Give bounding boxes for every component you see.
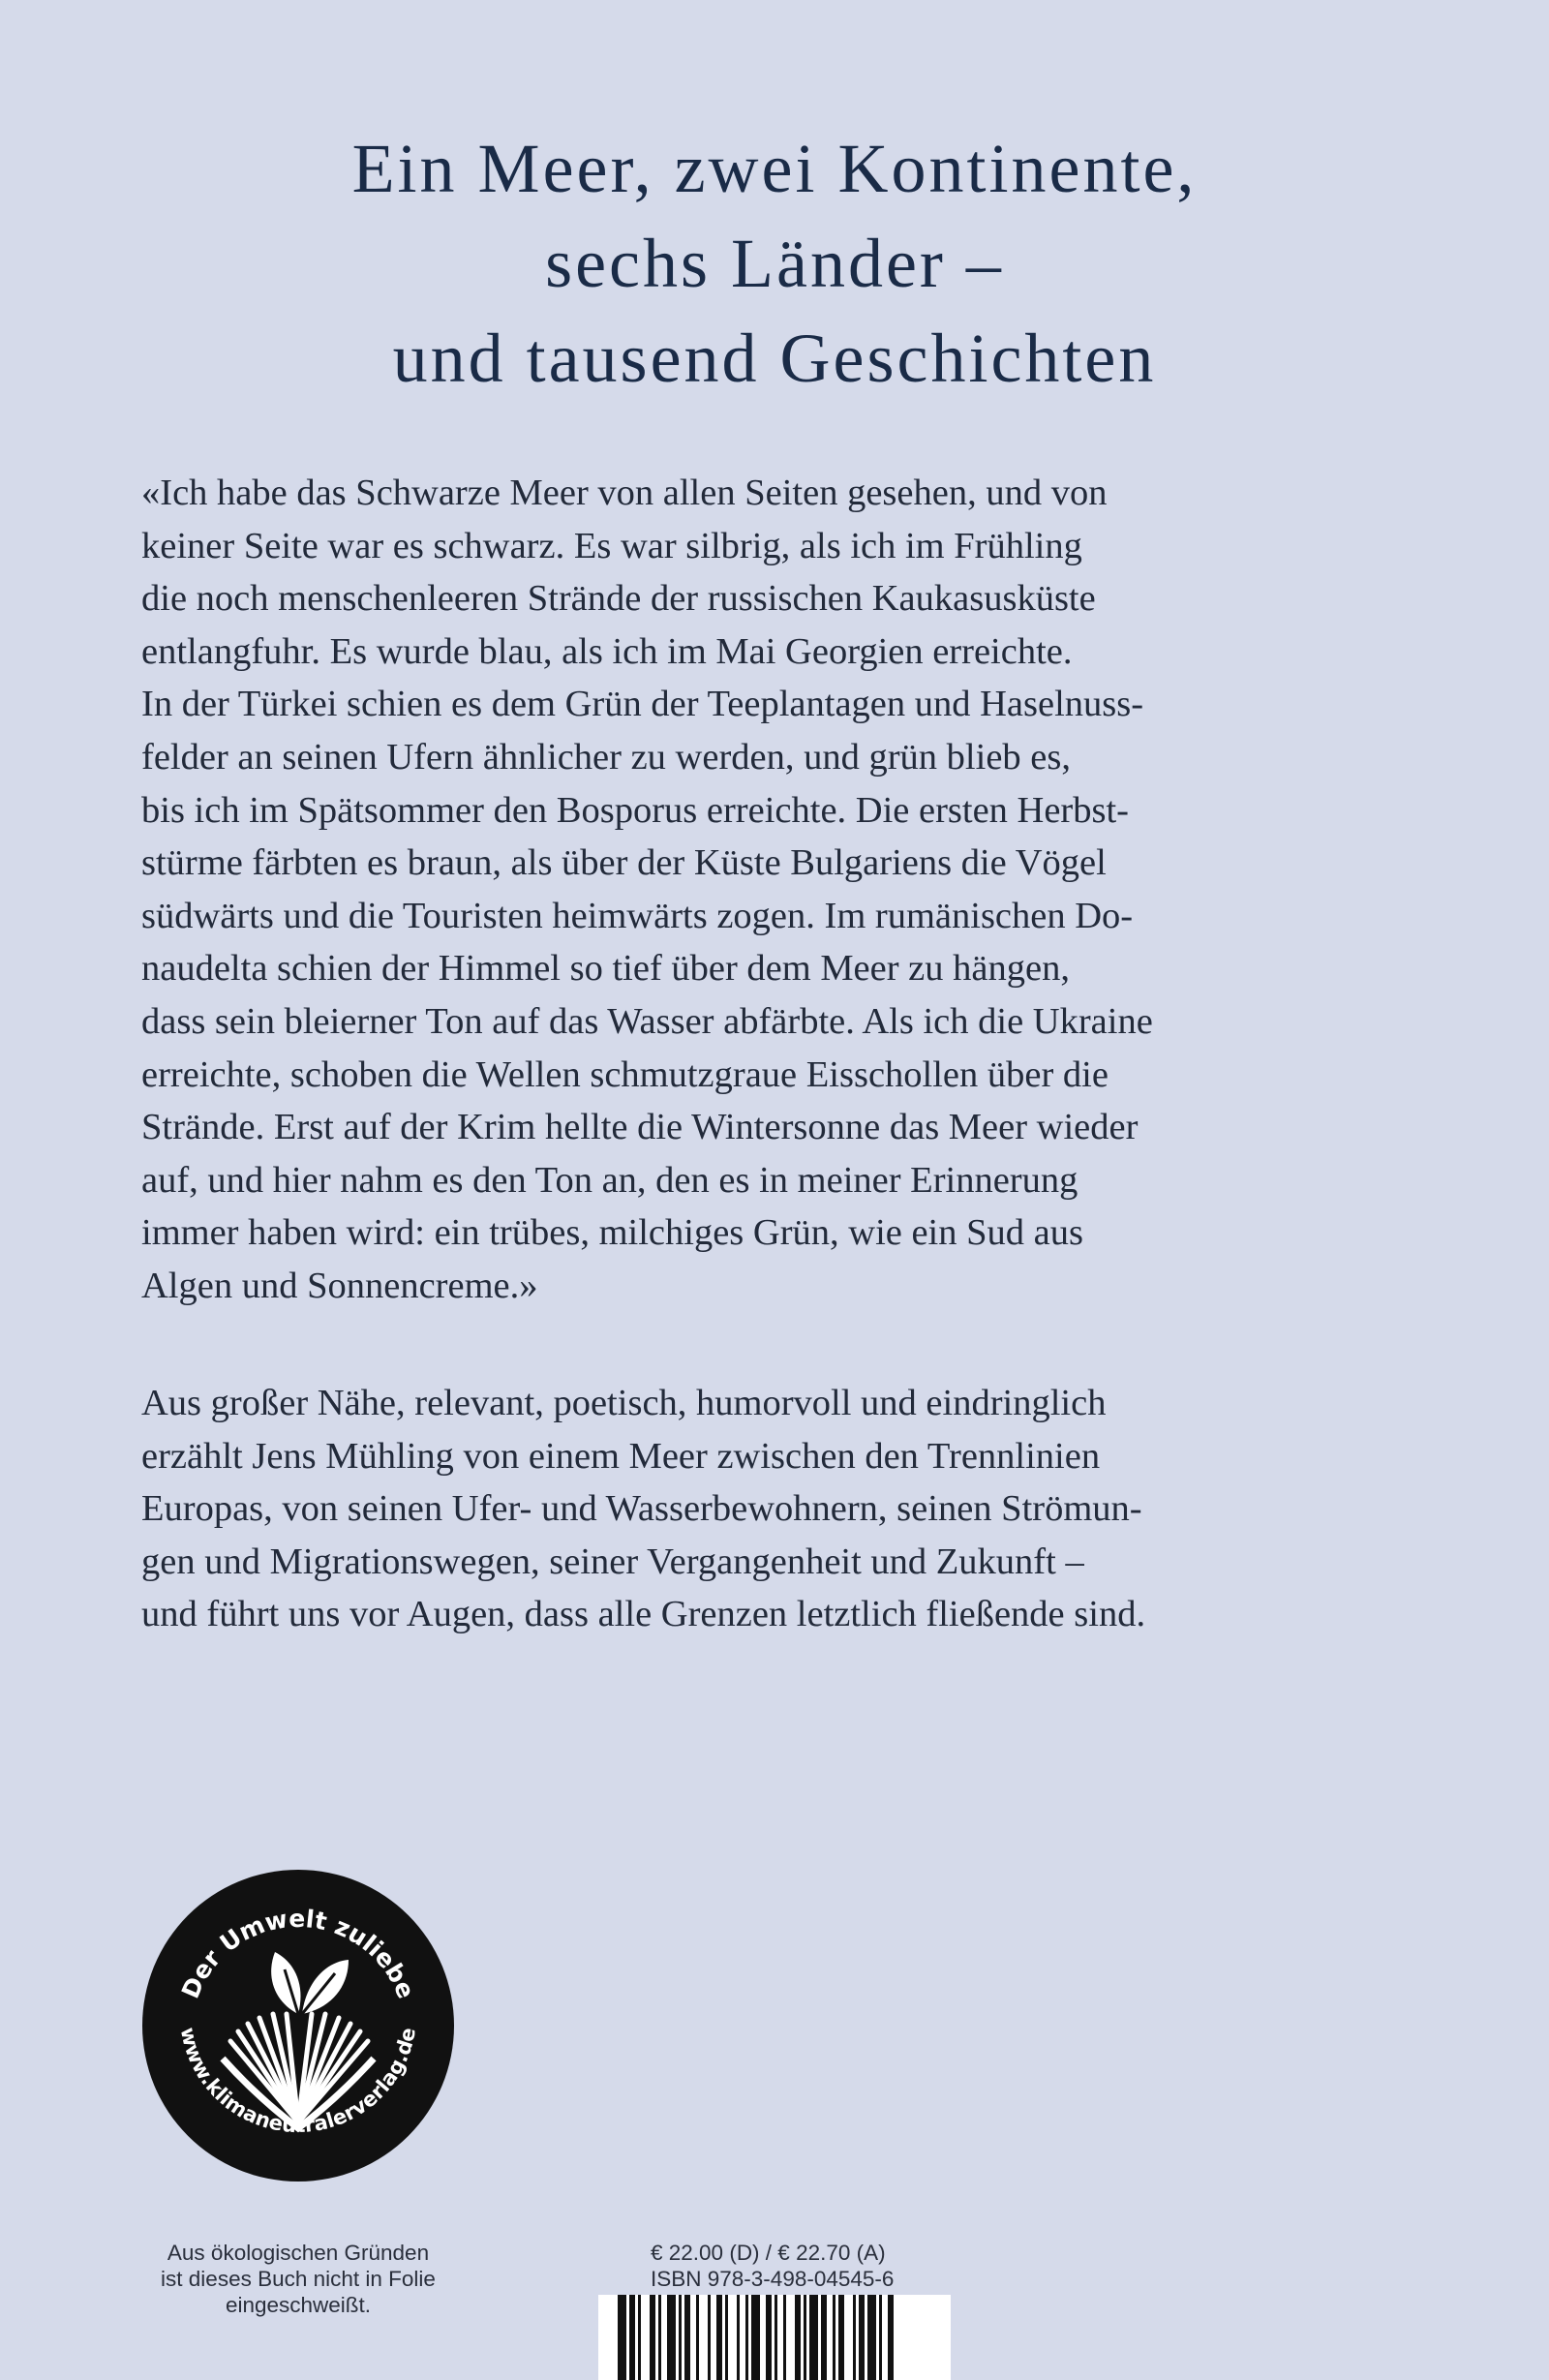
blurb-line: Aus großer Nähe, relevant, poetisch, humorvoll und eindringlich (141, 1383, 1107, 1423)
barcode-bar (684, 2295, 690, 2380)
quote-line: felder an seinen Ufern ähnlicher zu werden, und grün blieb es, (141, 736, 1071, 778)
barcode-bar (696, 2295, 699, 2380)
barcode-bar (867, 2295, 876, 2380)
barcode-bar (679, 2295, 682, 2380)
headline-line: sechs Länder – (545, 225, 1004, 302)
barcode-bar (708, 2295, 711, 2380)
eco-note-line: eingeschweißt. (225, 2293, 372, 2317)
quote-line: In der Türkei schien es dem Grün der Teeplantagen und Haselnuss- (141, 684, 1144, 725)
quote-line: keiner Seite war es schwarz. Es war silbrig, als ich im Frühling (141, 525, 1082, 566)
eco-note-line: Aus ökologischen Gründen (167, 2241, 430, 2265)
barcode-bar (859, 2295, 865, 2380)
blurb-paragraph (141, 1377, 1412, 1641)
price-line: € 22.00 (D) / € 22.70 (A) (651, 2241, 886, 2265)
barcode-bar (888, 2295, 894, 2380)
blurb-line: gen und Migrationswegen, seiner Vergangenheit und Zukunft – (141, 1541, 1084, 1582)
quote-line: naudelta schien der Himmel so tief über dem Meer zu hängen, (141, 948, 1070, 990)
barcode-bar (629, 2295, 635, 2380)
barcode (598, 2295, 951, 2380)
quote-line: bis ich im Spätsommer den Bosporus erreichte. Die ersten Herbst- (141, 789, 1130, 831)
barcode-bar (821, 2295, 827, 2380)
headline-line: Ein Meer, zwei Kontinente, (351, 130, 1198, 207)
barcode-bar (667, 2295, 676, 2380)
barcode-bar (853, 2295, 856, 2380)
barcode-bar (650, 2295, 655, 2380)
quote-line: immer haben wird: ein trübes, milchiges Grün, wie ein Sud aus (141, 1212, 1083, 1254)
isbn-line: ISBN 978-3-498-04545-6 (651, 2267, 895, 2291)
quote-line: die noch menschenleeren Strände der russischen Kaukasusküste (141, 578, 1096, 620)
headline (0, 121, 1549, 406)
quote-line: erreichte, schoben die Wellen schmutzgraue Eisschollen über die (141, 1053, 1109, 1095)
barcode-bar (751, 2295, 760, 2380)
barcode-bar (618, 2295, 626, 2380)
quote-line: dass sein bleierner Ton auf das Wasser abfärbte. Als ich die Ukraine (141, 1000, 1153, 1042)
blurb-line: und führt uns vor Augen, dass alle Grenzen letztlich fließende sind. (141, 1594, 1146, 1635)
badge-top-text: Der Umwelt zuliebe (175, 1904, 421, 2003)
badge-bottom-text: www.klimaneutralerverlag.de (175, 2025, 421, 2138)
headline-line: und tausend Geschichten (392, 320, 1157, 397)
barcode-bar (745, 2295, 748, 2380)
barcode-bar (658, 2295, 661, 2380)
blurb-line: Europas, von seinen Ufer- und Wasserbewohnern, seinen Strömun- (141, 1488, 1142, 1530)
barcode-bar (725, 2295, 728, 2380)
price-block (651, 2240, 960, 2292)
barcode-bar (833, 2295, 835, 2380)
barcode-bars (598, 2295, 951, 2380)
quote-line: entlangfuhr. Es wurde blau, als ich im Mai Georgien erreichte. (141, 630, 1073, 672)
eco-note (145, 2240, 451, 2318)
quote-paragraph (141, 467, 1412, 1313)
quote-line: Algen und Sonnencreme.» (141, 1265, 538, 1306)
quote-line: südwärts und die Touristen heimwärts zogen. Im rumänischen Do- (141, 895, 1134, 936)
blurb-line: erzählt Jens Mühling von einem Meer zwischen den Trennlinien (141, 1435, 1101, 1477)
quote-line: auf, und hier nahm es den Ton an, den es in meiner Erinnerung (141, 1159, 1078, 1201)
leaf-book-icon (141, 1869, 455, 2182)
barcode-bar (737, 2295, 740, 2380)
barcode-bar (766, 2295, 772, 2380)
barcode-bar (804, 2295, 806, 2380)
barcode-bar (716, 2295, 722, 2380)
eco-badge (141, 1869, 455, 2182)
eco-note-line: ist dieses Buch nicht in Folie (161, 2267, 436, 2291)
barcode-bar (783, 2295, 786, 2380)
barcode-bar (838, 2295, 844, 2380)
quote-line: Strände. Erst auf der Krim hellte die Wintersonne das Meer wieder (141, 1107, 1139, 1148)
quote-line: stürme färbten es braun, als über der Küste Bulgariens die Vögel (141, 842, 1107, 884)
barcode-bar (638, 2295, 641, 2380)
barcode-bar (809, 2295, 818, 2380)
barcode-bar (774, 2295, 777, 2380)
barcode-bar (795, 2295, 801, 2380)
barcode-bar (879, 2295, 882, 2380)
quote-line: «Ich habe das Schwarze Meer von allen Seiten gesehen, und von (141, 473, 1108, 513)
